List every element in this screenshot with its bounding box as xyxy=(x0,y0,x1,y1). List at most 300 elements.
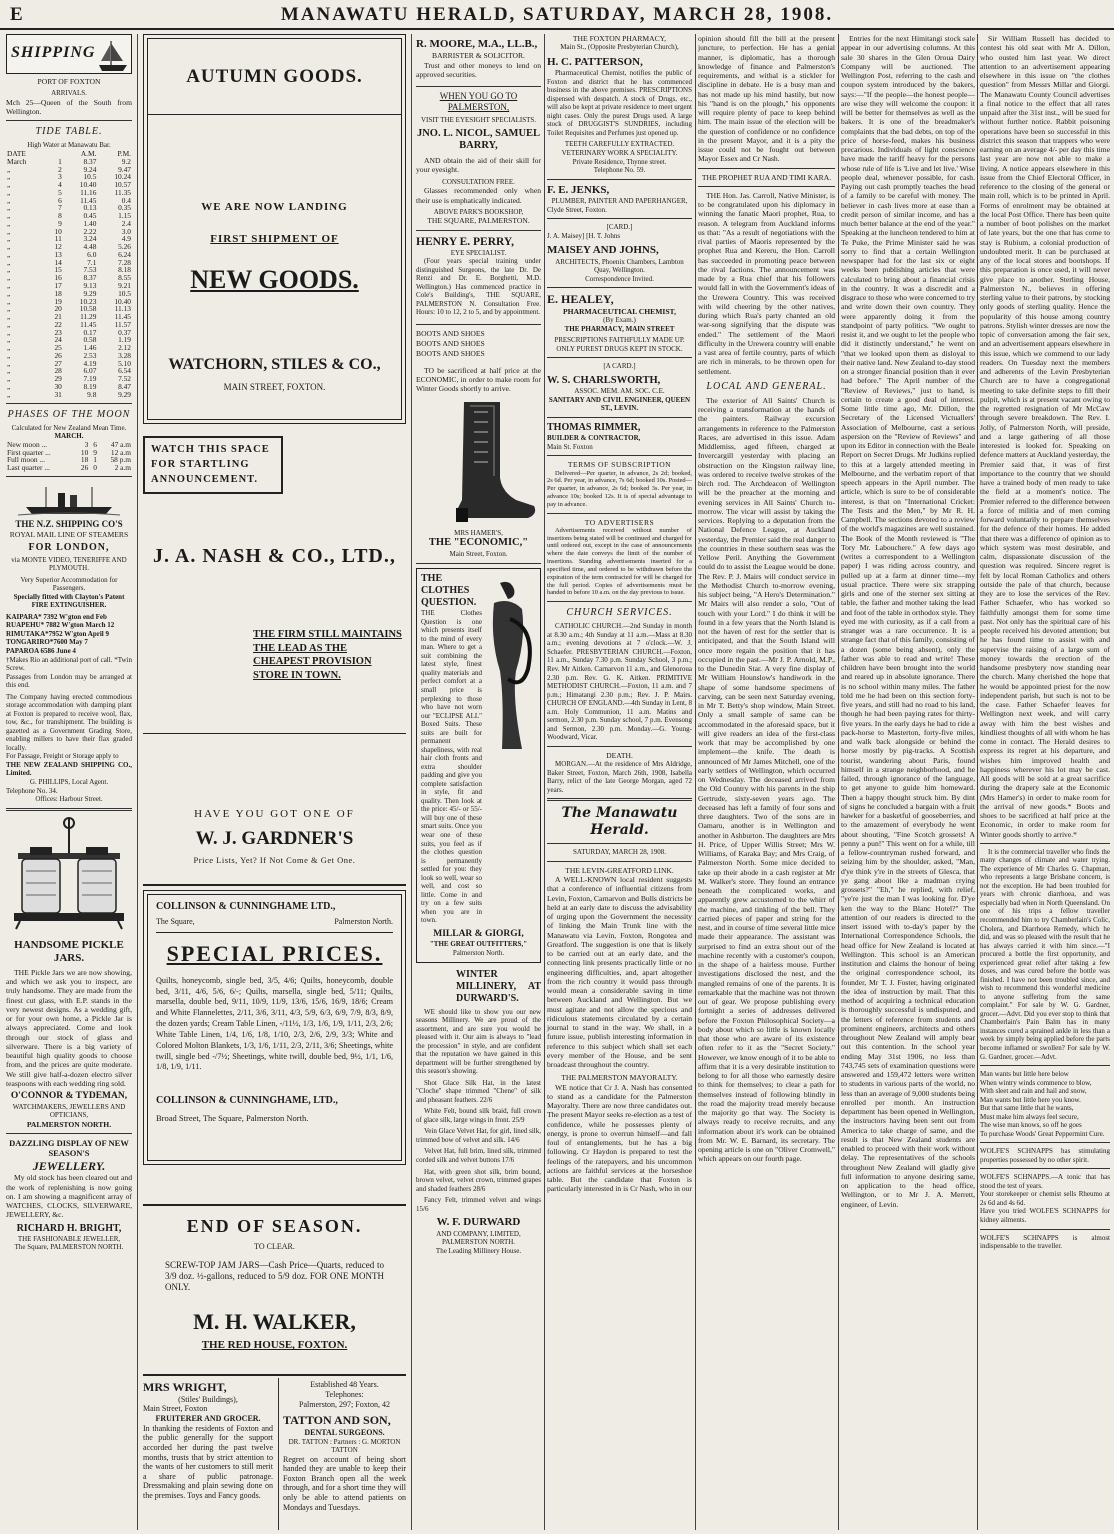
tide-pm: 5.26 xyxy=(118,242,131,252)
masthead xyxy=(0,0,1114,30)
tide-row xyxy=(6,282,132,290)
levin-heading: THE LEVIN-GREATFORD LINK. xyxy=(565,865,674,875)
tide-row xyxy=(6,344,132,352)
tide-am: 8.37 xyxy=(83,156,97,166)
tide-day: 18 xyxy=(54,288,62,298)
economic-address: Main Street, Foxton. xyxy=(449,550,508,559)
tide-am: 11.16 xyxy=(80,187,97,197)
tide-am: 8.19 xyxy=(83,381,97,391)
tide-month: „ xyxy=(7,288,11,298)
column-4 xyxy=(547,34,692,1530)
tide-row xyxy=(6,298,132,306)
charlsworth-name: W. S. CHARLSWORTH, xyxy=(547,374,661,386)
tide-pm: 0.4 xyxy=(121,195,131,205)
pickle-jars-illustration xyxy=(6,815,132,933)
advertisers-body: Advertisements received without number of insertions being stated will be continued and charged for until ordered out, except in the case of announcements where the date conveys the limit of the number of insertions. Standing advertisements inserted for a specified time, and ordered to be withdrawn before the expiration of the term contracted for will be charged for the full period. Copies of advertisements must be handed in before 10 a.m. on the day previous to issue. xyxy=(547,526,692,597)
shipping-heading: SHIPPING xyxy=(11,44,96,61)
wright-sub: (Stiles' Buildings), xyxy=(178,1394,238,1404)
teeth-line: TEETH CAREFULLY EXTRACTED. xyxy=(564,140,675,149)
figure-illustration xyxy=(482,579,538,759)
tide-pm: 11.35 xyxy=(114,187,131,197)
hat-item: Vein Glace Velvet Hat, for girl, lined silk, trimmed bow of velvet and silk. 14/6 xyxy=(416,1127,541,1144)
tide-pm: 3.28 xyxy=(118,350,131,360)
tatton-telephones-label: Telephones: xyxy=(325,1389,364,1399)
advertisers-heading: TO ADVERTISERS xyxy=(584,517,655,527)
wolfe-ad-4: Have you tried WOLFE'S SCHNAPPS for kidney ailments. xyxy=(980,1207,1110,1224)
prescriptions-line: PRESCRIPTIONS FAITHFULLY MADE UP. xyxy=(554,336,685,345)
tide-day: 7 xyxy=(58,203,62,213)
nz-shipping-company: THE NEW ZEALAND SHIPPING CO., Limited. xyxy=(6,760,132,778)
divider xyxy=(980,1229,1110,1230)
moon-minute: 12 a.m xyxy=(110,447,131,457)
card-label: [CARD.] xyxy=(606,223,633,232)
tide-day: 31 xyxy=(54,389,62,399)
hat-item: Fancy Felt, trimmed velvet and wings 15/6 xyxy=(416,1196,541,1213)
moon-minute: 58 p.m xyxy=(110,455,131,465)
tide-am: 6.07 xyxy=(83,366,97,376)
divider xyxy=(547,357,692,358)
divider xyxy=(980,1142,1110,1143)
wolfe-ad-2: WOLFE'S SCHNAPPS.—A tonic that has stood the test of years. xyxy=(980,1173,1110,1190)
tide-table xyxy=(6,150,132,399)
economic-ad xyxy=(416,329,541,564)
moon-phase: New moon ... xyxy=(7,439,48,449)
tide-row xyxy=(6,305,132,313)
port-label: PORT OF FOXTON xyxy=(37,77,101,86)
jenks-name: F. E. JENKS, xyxy=(547,183,610,196)
moon-day: 3 xyxy=(84,439,89,449)
tide-day: 1 xyxy=(58,156,62,166)
tide-pm: 11.57 xyxy=(114,319,131,329)
durward-ad xyxy=(416,969,541,1256)
sacrifice-body: TO be sacrificed at half price at the ECONOMIC, in order to make room for Winter Goods shortly to arrive. xyxy=(416,365,541,394)
autumn-title: AUTUMN GOODS. xyxy=(186,66,363,87)
tide-am: 7.53 xyxy=(83,265,97,275)
moon-minute: 47 a.m xyxy=(110,439,131,449)
tide-pm: 4.9 xyxy=(121,234,131,244)
tide-day: 16 xyxy=(54,273,62,283)
tide-month: „ xyxy=(7,335,11,345)
tatton-trade: DENTAL SURGEONS. xyxy=(304,1427,385,1437)
mayoralty-continued: opinion should fill the bill at the present juncture, to perfection. He has a genial manner, is diplomatic, has a thorough knowledge of finance and Palmerston's requirements, and withal is a stickler for discipline in debate. He is a busy man and has not made up his mind hastily, but now his "hand is on the plough," his opponents will require plenty of pace to keep behind him. The main issue of the election will be the question of confidence or no confidence in the present Mayor, and it is a pity the issue could not be fought out between Mayor Essex and Cr Nash. xyxy=(698,34,835,164)
boot-illustration xyxy=(416,396,541,526)
hat-item: Velvet Hat, full brim, lined silk, trimmed corded silk and velvet buttons 17/6 xyxy=(416,1147,541,1164)
tide-pm: 7.28 xyxy=(118,257,131,267)
tide-day: 24 xyxy=(54,335,62,345)
dazzling-body: My old stock has been cleared out and the work of replenishing is now going on. I am showing a magnificent array of WATCHES, CLOCKS, SILVERWARE, JEWELLERY, &c. xyxy=(6,1173,132,1220)
tide-row xyxy=(6,383,132,391)
column-rule xyxy=(977,34,978,1530)
rimmer-address: Main St. Foxton xyxy=(547,442,593,451)
moon-day: 18 xyxy=(80,455,89,465)
boots-lines xyxy=(416,329,541,360)
moon-month: MARCH. xyxy=(54,432,84,441)
jenks-sub: PLUMBER, PAINTER AND PAPERHANGER, xyxy=(551,196,688,205)
divider xyxy=(547,798,692,801)
tide-am: 0.17 xyxy=(83,327,97,337)
tide-pm: 8.47 xyxy=(118,381,131,391)
first-shipment-line: FIRST SHIPMENT OF xyxy=(210,232,339,245)
tide-month: „ xyxy=(7,296,11,306)
tide-month: „ xyxy=(7,265,11,275)
prophet-heading: THE PROPHET RUA AND TIMI KARA. xyxy=(701,172,832,182)
tide-am: 10.58 xyxy=(79,304,97,314)
tide-month: „ xyxy=(7,203,11,213)
tide-month: „ xyxy=(7,234,11,244)
tide-pm: 5.10 xyxy=(118,358,131,368)
boots-line: BOOTS AND SHOES xyxy=(416,339,485,349)
divider xyxy=(698,186,835,187)
moon-hour: 6 xyxy=(93,439,97,449)
above-bookshop: ABOVE PARK'S BOOKSHOP, xyxy=(433,207,524,216)
pharmacy-address: Main St., (Opposite Presbyterian Church), xyxy=(560,43,679,52)
tide-month: „ xyxy=(7,327,11,337)
walker-name: M. H. WALKER, xyxy=(193,1308,356,1334)
tide-pm: 3.0 xyxy=(121,226,131,236)
nz-shipping-note: †Makes Rio an additional port of call. *Twin Screw. xyxy=(6,655,132,673)
tatton-established: Established 48 Years. xyxy=(310,1380,379,1389)
prophet-body: THE Hon. Jas. Carroll, Native Minister, is to be congratulated upon his diplomacy in winning the fanatic Maori prophet, Rua, to reason. A telegram from Auckland informs us that: "As a result of negotiations with the rival parties of Maoris represented by the prophet Rua and Kereru, the Hon. Carroll has succeeded in promoting peace between the rival factions. The announcement was made by a Rua chief that his followers would fall in with the Government's ideas of the Urewera Country. This was received with wild cheering by the other natives, during which Rua's party chanted an old war-song signifying that the dispute was ended." The settlement of the Maori difficulty in the Urewera country will enable a vast area of fertile country, parts of which are rich in minerals, to be thrown open for settlement. xyxy=(698,190,835,376)
tide-month: „ xyxy=(7,343,11,353)
autumn-goods-ad xyxy=(143,34,406,424)
nz-shipping-office: Offices: Harbour Street. xyxy=(35,795,103,804)
tide-day: 12 xyxy=(54,242,62,252)
divider xyxy=(547,861,692,862)
clothes-body: THE Clothes Question is one which presents itself to the mind of every man. Where to get a suit combining the latest style, finest quality materials and perfect comfort at a small price is perplexing to those who have not worn our "ECLIPSE ALL" Boxed Suits. These suits are built for permanent shapeliness, with real hair cloth fronts and extra shoulder padding and give you complete satisfaction in style, fit and quality. Then look at the price: 45/- or 55/- will buy one of these smart suits. Once you wear one of these suits, you feel as if the clothes question is permanently settled for you: they look so well, wear so well, and cost so little. Come in and try on a few suits when you are in town. xyxy=(421,609,482,925)
tide-day: 9 xyxy=(58,218,62,228)
durward-tag: The Leading Millinery House. xyxy=(435,1246,522,1255)
column-6-body: Entries for the next Himitangi stock sale appear in our advertising columns. At this sale 30 shares in the Glen Oroua Dairy Company will be auctioned. The Wellington Post, referring to the cash and coupon system introduced by the bakers, says:—"If the people—the honest people—are wise they will welcome the coupon: it will be better for themselves as well as the bakers. It is one of the breadmaker's complaints that the bad debts, on top of the price of horse-feed, makes his business precarious. Individuals of light conscience have made the tariff heavy for the persons whose rule of life is 'Live and let live.' Wise people deal, whenever possible, for cash. Paying out cash promptly teaches the head of a family to be careful with money. The believer in cash lives more at ease than a credit person of similar income, and has a much better balance at the end of the year." Speaking at the luncheon tendered to him at Te Puke, the Prime Minister said he was sorry to find that a certain Wellington newspaper had for the last six or eight weeks been publishing articles that were calculated to bring about a financial crisis in the country. It was a discredit and a disgrace to those who were concerned to try and write down their own country. They were apparently doing it from the standpoint of party politics. "We ought to resist it, and we ought to let the people who did it distinctly understand," he went on "that we looked upon them as disloyal to their native land. New Zealand to-day stood on a stronger financial position than it ever had before." The April number of the "Review of Reviews," just to hand, is certain to create a good deal of interest. Some little time ago, Mr. Dillon, the Secretary of the Licensed Victuallers' Association of Melbourne, cast a serious aspersion on the "Review of Reviews" and upon its Editor in connection with the Beale Report on Secret Drugs. Mr Judkins replied to this at a largely attended meeting in Melbourne, and the verbatim report of that speech appears in the April number. The article, which is sure to be of considerable interest, is that on "International Cricket: The Tests and the Men," by Mr R. H. Campbell. The sections devoted to a review of the world's magazines are well sustained. The Book of the Month reviewed is "The Tory Mr. Labouchere." A few days ago (writes a correspondent to a Wellington paper) I was riding across country, and pulled up at a farm at dinner time—my usual practice. There were six strapping girls and one of the sterner sex sitting at table, the father and mother taking the lead and foot of the table in orthodox style. They eyed me with curiosity, as if a call from a stranger was a rare occurrence. It is a strange fact that of this family, consisting of a dozen (some being absent), only the father was able to read and write! These children have been brought into the world and reared up in absolute ignorance. There is no school within many miles. The father told me he had been on this section forty-five years, and still had no road to his land, though he had been paying rates for thirty-five years. In the early days he had to ride a pack-horse to Masterton, forty-five miles, and walk back alongside or behind the horse mostly by pig-tracks. A Scottish tourist, wandering about Paris, found himself in a strange neighborhood, and he failed, through ignorance of the language, to get anyone to guide him homeward. Then a happy thought struck him. By dint of signs he concluded a bargain with a fruit hawker for a basketful of gooseberries, and to the amazement of everybody he went about shouting, "Fine Scotch grossets! A penny a pun!" This went on for a while, till a fellow-countryman rushed forward, and seizing him by the shoulder, asked, "Man, d'ye think y're in the streets of Glesca, that ye gang aboot like a madman crying grossets?" "Eh," he replied, with relief, "ye're just the man I was looking for. D'ye ken the way to the Blanc Hotel?" The attention of our readers is directed to the insert issued with to-day's paper by the International Correspondence Schools, the head office for New Zealand is located at Wellington. This school is an American institution and claims the honour of being the original correspondence school, its founder, Mr T. J. Foster, having originated the idea of instruction by mail. That this method of acquiring a technical education is thoroughly successful is undisputed, and the letters of reference from students and prominent engineers, architects and others throughout New Zealand will amply bear out this contention. In the school year ending May 31st 1906, no less than 743,745 sets of examination questions were answered and 159,472 letters were written to students in various parts of the world, no less than an average of 9,000 students being enrolled per month. An instruction department has been opened in Wellington, the instructors having been sent out from America to take charge of same, and the result is that New Zealand students are enabled to proceed with their work without delay. The representatives of the schools throughout New Zealand will gladly give full information to anyone desiring same, on application to the head office, Wellington, or to Mr J. A. Merrett, engineer, of Levin. xyxy=(841,34,975,1209)
tide-day: 28 xyxy=(54,366,62,376)
clothes-title: THE CLOTHES QUESTION. xyxy=(421,572,477,609)
collinson-name: COLLINSON & CUNNINGHAME LTD., xyxy=(156,901,336,912)
tide-day: 29 xyxy=(54,374,62,384)
divider xyxy=(547,417,692,418)
moon-row xyxy=(6,464,132,472)
tide-day: 8 xyxy=(58,211,62,221)
tide-day: 19 xyxy=(54,296,62,306)
millar-name: MILLAR & GIORGI, xyxy=(433,928,524,939)
tide-day: 26 xyxy=(54,350,62,360)
tide-row xyxy=(6,259,132,267)
wright-address: Main Street, Foxton xyxy=(143,1404,208,1414)
moon-day: 10 xyxy=(80,447,89,457)
durward-name: W. F. DURWARD xyxy=(436,1216,521,1229)
tide-row xyxy=(6,212,132,220)
foxton-pharmacy: THE FOXTON PHARMACY, xyxy=(572,34,667,43)
perry-body: (Four years special training under distinguished Surgeons, the late Dr. De Renzi and Dr. E. Borghetti, M.D. Wellington.) Has commenced practice in Cole's Building's, THE SQUARE, PALMERSTON N. Consultation Free. Hours: 10 to 12, 2 to 5, and by appointment. xyxy=(416,257,541,317)
tide-pm: 10.40 xyxy=(114,296,131,306)
landing-line: WE ARE NOW LANDING xyxy=(201,201,348,214)
moon-hour: 0 xyxy=(93,463,97,473)
mayoralty-body: WE notice that Cr J. A. Nash has consented to stand as a candidate for the Palmerston Mayoralty. There are now three candidates out. The present Mayor seeks re-election as a test of confidence, while he possesses plenty of energy, is prone to overrun himself—and fall foul of entanglements, but he has a big following. Cr Haydon is prepared to test the feelings of the ratepayers, and his uncommon actions are faithful services at the horseshoe table. But the candidate that Foxton is particularly interested in is Cr Nash, who in our xyxy=(547,1082,692,1194)
death-heading: DEATH. xyxy=(606,750,633,760)
mayoralty-heading: THE PALMERSTON MAYORALTY. xyxy=(561,1073,678,1083)
moon-day: 26 xyxy=(80,463,89,473)
divider xyxy=(980,1065,1110,1066)
economic-name: THE "ECONOMIC," xyxy=(428,537,529,549)
vet-line: VETERINARY WORK A SPECIALITY. xyxy=(561,148,678,157)
tide-am: 1.46 xyxy=(83,343,97,353)
tide-pm: 1.19 xyxy=(118,335,131,345)
perry-name: HENRY E. PERRY, xyxy=(416,235,515,248)
wolfe-ad-1: WOLFE'S SCHNAPPS has stimulating properties possessed by no other spirit. xyxy=(980,1147,1110,1164)
tide-row xyxy=(6,360,132,368)
moon-phase: Last quarter ... xyxy=(7,463,50,473)
gardner-sub: Price Lists, Yet? If Not Come & Get One. xyxy=(193,854,356,865)
hat-item: Hat, with green shot silk, brim bound, brown velvet, velvet crown, trimmed grapes and shaded feathers 28/6 xyxy=(416,1167,541,1193)
nicol-body: AND obtain the aid of their skill for your eyesight. xyxy=(416,156,541,175)
healey-address: THE PHARMACY, MAIN STREET xyxy=(564,324,675,333)
column-7-body2: It is the commercial traveller who finds the many changes of climate and water trying. The experience of Mr Charles G. Chapman, who represents a large Brisbane concern, is not the exception. He had been troubled for years with chronic diarrhoea, and was especially bad when in North Queensland. On one of his trips a fellow traveller recommended him to try Chamberlain's Colic, Cholera, and Diarrhoea Remedy, which he did, and was so pleased with the result that he has always carried it with him since.—"I procured a bottle the first opportunity, and experienced great relief after taking a few doses, and was cured before the bottle was finished. I have not been troubled since, and wish to recommend this wonderful medicine to anyone suffering from the same complaint." For sale by W. G. Gardner, grocer.—Advt. Did you ever stop to think that Chamberlain's Pain Balm has in many instances cured a sprained ankle in less than a week by simply being applied before the parts become inflamed or swollen? For sale by W. G. Gardner, grocer.—Advt. xyxy=(980,847,1110,1061)
tide-row xyxy=(6,251,132,259)
nz-shipping-sub1: ROYAL MAIL LINE OF STEAMERS xyxy=(9,530,129,540)
millar-sub: "THE GREAT OUTFITTERS," xyxy=(429,940,528,949)
tide-pm: 10.57 xyxy=(114,180,131,190)
oconnor-sub: WATCHMAKERS, JEWELLERS AND OPTICIANS, xyxy=(12,1102,126,1120)
tide-am: 9.8 xyxy=(87,389,97,399)
divider xyxy=(6,476,132,477)
tide-day: 13 xyxy=(54,249,62,259)
church-heading: CHURCH SERVICES. xyxy=(566,607,673,619)
tide-row xyxy=(6,189,132,197)
divider xyxy=(980,1168,1110,1169)
jewellery-heading: JEWELLERY. xyxy=(32,1158,106,1173)
tide-month: „ xyxy=(7,218,11,228)
end-of-season-ad xyxy=(143,1204,406,1394)
tide-month: „ xyxy=(7,226,11,236)
nz-shipping-agent: G. PHILLIPS, Local Agent. xyxy=(29,777,109,786)
correspondence-invited: Correspondence Invited. xyxy=(585,274,654,283)
death-body: MORGAN.—At the residence of Mrs Aldridge, Baker Street, Foxton, March 26th, 1908, Isabella Barry, relict of the late George Morgan, aged 72 years. xyxy=(547,760,692,794)
tide-row xyxy=(6,173,132,181)
perry-ad xyxy=(416,235,541,325)
tide-row xyxy=(6,220,132,228)
tide-month: „ xyxy=(7,257,11,267)
tide-row xyxy=(6,313,132,321)
tide-month: „ xyxy=(7,172,11,182)
tide-am: 10.40 xyxy=(79,180,97,190)
wright-body: In thanking the residents of Foxton and the public generally for the support accorded her during the past twelve months, trusts that by strict attention to the wants of her customers to still merit a share of public patronage. Dressmaking and plain sewing done on the premises. Toys and Fancy goods. xyxy=(143,1423,273,1501)
card2-label: [A CARD.] xyxy=(603,362,636,371)
tide-pm: 2.12 xyxy=(118,343,131,353)
to-clear-label: TO CLEAR. xyxy=(254,1241,295,1251)
divider xyxy=(547,218,692,219)
divider xyxy=(6,808,132,811)
tide-row xyxy=(6,336,132,344)
tide-pm: 10.24 xyxy=(114,172,131,182)
column-7-body: Sir William Russell has decided to contest his old seat with Mr A. Dillon, who ousted him last year. We direct attention to an advertisement appearing elsewhere in this issue on "the clothes question" from Messrs Millar and Giorgi. The Manawatu County Council advertises a final notice to the effect that all rates unpaid after the 31st inst., will be sued for without further notice. Rabbit poisoning operations have been so successful in this district this season that trappers who were earning on an average 4/- per day this time last year are now not able to make a living. A notice appears elsewhere in this issue from the Chief Electoral Officer, in reference to the closing of the general or main roll, which is to be printed in April. Forms of enrolment may be obtained at the local Post Office. There has been quite a number of boot polishes on the market of late years, but the one that has come to stay is Rubium, a colonial production of undoubted merit. It can be purchased at any of the local stores and bootshops. If this preparation is once used, it will never give place to another. Sterling House, Palmerston N., believes in offering sterling value to their patrons, by stocking only goods of sterling quality. Hence the popularity of this house among country patrons. Stylish winter dresses are now the topic of conversation among the fair sex, and an advertisement appears elsewhere in this issue, which we commend to our lady readers. On Tuesday next the members and adherents of the Levin Presbyterian Church are to have a congregational meeting to take definite steps to fill their pulpit, which is at present vacant owing to the regretted resignation of Mr McCaw through severe breakdown. The Rev. I. Jolly, of Palmerston North, will preside, and a large gathering of all those interested is looked for. Speaking on defence matters at Auckland yesterday, the Premier said that, it was of first importance to the country that we should have a trained body of men ready to take the field at a moment's notice. The Premier referred to the difference between a force of militia and of men coming forward voluntarily to prepare themselves for the defence of their homes. He added that there was a difference of opinion as to which system was most desirable, and calm, dispassionate discussion of the question was required. Sincere regret is felt by local Roman Catholics and others outside the pale of that church, because they are to lose the services of the Rev. Father Schaefer, who has worked so faithfully amongst them for some time past. Not only has the spiritual care of his people received his devoted attention; but he has found time to assist with and supervise the raising of a large sum of money towards the erection of the handsome presbytery now standing near the church. Many cherished the hope that he would be appointed priest for the now independent parish, but such is not to be the case. Father Schaefer leaves for Wellington next week, and will carry away with him the best wishes and kindliest thoughts of all with whom he has come in contact. The Herald desires to express its regret at his departure, and wishes him improved health and happiness wherever his lot may be cast. All goods will be sold at a great sacrifice during the drapery sale at the Economic (Mrs Hamer's) in order to make room for the arrival of new goods.* Boots and shoes to be sacrificed at half price at the Economic, in order to make room for Winter goods shortly to arrive.* xyxy=(980,34,1110,839)
wright-ad xyxy=(143,1380,273,1501)
column-3 xyxy=(416,34,541,1530)
tide-pm: 8.18 xyxy=(118,265,131,275)
tide-month: „ xyxy=(7,180,11,190)
oconnor-place: PALMERSTON NORTH. xyxy=(26,1119,112,1129)
tide-pm: 6.24 xyxy=(118,249,131,259)
local-general-body: The exterior of All Saints' Church is receiving a transformation at the hands of the painters. Railway excursion arrangements in reference to the Palmerston Races, are advertised in this issue. Adam Middlemiss, aged fifteen, charged at Invercargill yesterday with placing an obstruction on the Kingston railway line, was ordered to receive twelve strokes of the birch rod. The Archdeacon of Wellington will be the preacher at the morning and evening services in All Saints' Church to-morrow. The vicar will assist by taking the services. Replying to a deputation from the National Defence League, at Auckland yesterday, the Premier said the real danger to the countries in these southern seas was the Yellow Peril. Anything the Government could do to assist the League would be done. The Rev. P. J. Mairs will conduct service in the Methodist Church to-morrow evening, his subject being, "A Hero's Determination." Mr Mairs will also render a solo, "Out of touch with your Lord." I do think it will be found in a few years that the North Island is not the haven of rest for the settler that is anticipated, and that the South Island will once more regain the position that it has occupied in the past.—Mr J. P. Arnold, M.P., to the Dunedin Star. A very fine display of Mr William Hounslow's handiwork in the shape of some handsome specimens of carving, can be seen next Saturday evening, in Mr T. Betty's shop window, Main Street. Only a small sample of same can be accommodated in the aforesaid space, but it will give readers an idea of the first-class work that may be accomplished by one implement—the knife. The death is announced of Mr James Mitchell, one of the early settlers of Wellington, which occurred on Wednesday. The deceased arrived from the Old Country with his parents in the ship Gertrude, sixty-seven years ago. The deceased has left a family of four sons and three daughters. Two of the sons are in Oamaru, another is in Wellington and another in Ashburton. The daughters are Mrs H. Price, of Upper Willis Street; Mrs W. Williams, of Karaka Bay; and Mrs Craig, of Palmerston North. Some mice decided to take up their abode in a cash register at Mr M. Walker's store. They found an entrance beneath the complicated works, and apparently grew accustomed to the whirr of the machine, and tinkling of the bell. They carried pieces of paper and string for the nest, and in course of time several little mice made their appearance. The assistant was surprised to find an extra shout out of the machine recently with a customer's coupon, in the shape of a hairless mouse. Further investigations disclosed the nest, and the mangled remains of one of the parents. It is remarkable that the machine was not thrown out of gear. We propose publishing every fortnight a series of addresses delivered before the Foxton Philosophical Society—a body about which so little is known locally that those who are aware of its existence often refer to it as the "Secret Society." However, we know enough of it to be able to affirm that it is a very desirable institution to belong to for all those who earnestly desire to think for themselves; to clear a path for themselves instead of following blindly in the road the majority tread merely because the majority go that way. The Society is always ready to receive recruits, and any information about it's work can be obtained from Mr. W. E. Barnard, its secretary. The opening article is one on "Oliver Cromwell," which appears on our fourth page. xyxy=(698,395,835,1164)
masthead-title: MANAWATU HERALD, SATURDAY, MARCH 28, 1908. xyxy=(280,4,834,25)
tide-month: „ xyxy=(7,350,11,360)
tatton-partners: DR. TATTON : Partners : G. MORTON TATTON xyxy=(288,1437,401,1455)
tatton-name: TATTON AND SON, xyxy=(283,1413,391,1428)
tide-pm: 7.52 xyxy=(118,374,131,384)
new-goods-heading: NEW GOODS. xyxy=(190,264,359,294)
edge-letter: E xyxy=(10,4,25,25)
jenks-address: Clyde Street, Foxton. xyxy=(547,205,607,214)
column-7 xyxy=(980,34,1110,1530)
tide-header-date: DATE xyxy=(7,149,26,158)
pickle-title: HANDSOME PICKLE JARS. xyxy=(14,939,124,965)
tide-row xyxy=(6,235,132,243)
tide-month: „ xyxy=(7,211,11,221)
winter-body: WE should like to show you our new seasons Millinery. We are proud of the assortment, and are sure you would be pleased with it. Our aim is always to "lead the procession" in style, and are confident that the reputation we have gained in this department will be further strengthened by this season's showing. xyxy=(416,1007,541,1076)
tide-month: „ xyxy=(7,358,11,368)
tide-am: 10.23 xyxy=(79,296,97,306)
divider xyxy=(547,513,692,514)
tide-day: 23 xyxy=(54,327,62,337)
divider xyxy=(547,601,692,602)
watchorn-address: MAIN STREET, FOXTON. xyxy=(223,382,326,393)
tide-month: „ xyxy=(7,389,11,399)
tide-day: 20 xyxy=(54,304,62,314)
tide-am: 0.58 xyxy=(83,335,97,345)
tide-am: 7.19 xyxy=(83,374,97,384)
charlsworth-trade: SANITARY AND CIVIL ENGINEER, QUEEN ST., LEVIN. xyxy=(548,395,691,413)
moon-minute: 2 a.m xyxy=(114,463,131,473)
column-rule xyxy=(411,34,412,1530)
watchorn-name: WATCHORN, STILES & CO., xyxy=(168,355,381,373)
tide-day: 27 xyxy=(54,358,62,368)
nz-shipping-body3: Passages from London may be arranged at this end. xyxy=(6,672,132,690)
tide-am: 1.40 xyxy=(83,218,97,228)
arrivals-label: ARRIVALS. xyxy=(51,89,87,98)
tide-am: 9.24 xyxy=(83,164,97,174)
nz-shipping-tel: Telephone No. 34. xyxy=(6,786,58,795)
tide-pm: 11.45 xyxy=(114,312,131,322)
tide-am: 7.1 xyxy=(87,257,97,267)
patterson-body: Pharmaceutical Chemist, notifies the public of Foxton and district that he has commenced business in the above premises. PRESCRIPTIONS dispensed with despatch. A stock of Drugs, etc., will also be kept at private residence to meet urgent night cases. Only the purest Drugs used. A large stock of DRUGGIST'S SUNDRIES, including Toilet Requisites and Perfumes just opened up. xyxy=(547,69,692,137)
tide-row xyxy=(6,181,132,189)
nz-shipping-title: THE N.Z. SHIPPING CO'S xyxy=(15,519,123,530)
nz-shipping-sub3: via MONTE VIDEO, TENERIFFE AND PLYMOUTH. xyxy=(11,555,127,573)
tide-am: 10.5 xyxy=(83,172,97,182)
moon-phase: Full moon ... xyxy=(7,455,45,465)
moon-subtitle: Calculated for New Zealand Mean Time. xyxy=(11,423,127,432)
divider xyxy=(547,746,692,747)
jam-jars-body: SCREW-TOP JAM JARS—Cash Price—Quarts, reduced to 3/9 doz. ½-gallons, reduced to 5/9 doz. FOR ONE MONTH ONLY. xyxy=(165,1259,384,1292)
tide-title: TIDE TABLE. xyxy=(35,126,103,138)
private-residence: Private Residence, Thynne street. xyxy=(572,157,667,166)
telephone-59: Telephone No. 59. xyxy=(593,166,646,175)
tide-am: 11.45 xyxy=(80,319,97,329)
peppermint-poem: Man wants but little here below When wintry winds commence to blow, With sleet and rain and hail and snow, Man wants but little here you know. But that same little that he wants, Must make him always feel secure, The wise man knows, so off he goes To purchase Woods' Great Peppermint Cure. xyxy=(980,1070,1105,1138)
visit-specialists: VISIT THE EYESIGHT SPECIALISTS. xyxy=(420,116,537,125)
moore-body: Trust and other moneys to lend on approved securities. xyxy=(416,60,541,79)
perry-sub: EYE SPECIALIST. xyxy=(450,248,507,257)
watch-space-ad: WATCH THIS SPACE FOR STARTLING ANNOUNCEMENT. xyxy=(143,436,283,494)
tide-row xyxy=(6,228,132,236)
tide-day: 5 xyxy=(58,187,62,197)
tide-am: 0.45 xyxy=(83,211,97,221)
rimmer-sub: BUILDER & CONTRACTOR, xyxy=(547,434,641,443)
tide-day: 4 xyxy=(58,180,62,190)
moon-hour: 9 xyxy=(93,447,97,457)
boots-line: BOOTS AND SHOES xyxy=(416,349,485,359)
tide-day: 25 xyxy=(54,343,62,353)
tide-month: „ xyxy=(7,249,11,259)
tide-am: 4.19 xyxy=(83,358,97,368)
tide-subtitle: High Water at Manawatu Bar. xyxy=(27,141,111,150)
tide-pm: 11.13 xyxy=(114,304,131,314)
tide-pm: 8.55 xyxy=(118,273,131,283)
tide-month: „ xyxy=(7,319,11,329)
gardner-name: W. J. GARDNER'S xyxy=(195,828,354,850)
wolfe-ad-3: Your storekeeper or chemist sells Rheumo at 2s 6d and 4s 6d. xyxy=(980,1190,1110,1207)
hat-item: Shot Glace Silk Hat, in the latest "Cloche" shape trimmed "Chene" of silk and pheasant feathers. 22/6 xyxy=(416,1078,541,1104)
tide-month: „ xyxy=(7,312,11,322)
tide-day: 3 xyxy=(58,172,62,182)
tide-day: 14 xyxy=(54,257,62,267)
shipping-logo xyxy=(6,34,132,74)
nash-title: J. A. NASH & CO., LTD., xyxy=(153,545,396,567)
winter-heading: WINTER MILLINERY, AT DURWARD'S. xyxy=(456,968,541,1004)
tide-row xyxy=(6,321,132,329)
tide-row xyxy=(6,197,132,205)
bright-place: The Square, PALMERSTON NORTH. xyxy=(14,1243,124,1252)
tide-month: March xyxy=(7,156,27,166)
tide-pm: 6.54 xyxy=(118,366,131,376)
column-rule xyxy=(695,34,696,1530)
tide-am: 6.0 xyxy=(87,249,97,259)
tide-month: „ xyxy=(7,366,11,376)
tide-pm: 1.15 xyxy=(118,211,131,221)
collinson-address xyxy=(156,917,393,927)
walker-address: THE RED HOUSE, FOXTON. xyxy=(201,1339,348,1352)
tide-am: 0.13 xyxy=(83,203,97,213)
maisey-partners: J. A. Maisey] [H. T. Johns xyxy=(547,231,621,240)
moon-hour: 1 xyxy=(93,455,97,465)
patterson-name: H. C. PATTERSON, xyxy=(547,55,643,68)
tide-day: 6 xyxy=(58,195,62,205)
terms-body: Delivered—Per quarter, in advance, 2s 2d; booked, 2s 6d. Per year, in advance, 7s 6d; booked 10s. Posted—Per quarter, in advance, 2s 6d; booked 3s. Per year, in advance 10s; booked 12s. It is of special advantage to pay in advance. xyxy=(547,469,692,508)
moore-sub: BARRISTER & SOLICITOR. xyxy=(432,51,525,61)
tide-row xyxy=(6,391,132,399)
tide-month: „ xyxy=(7,195,11,205)
divider xyxy=(980,843,1110,844)
boots-line: BOOTS AND SHOES xyxy=(416,328,485,338)
tide-am: 8.37 xyxy=(83,273,97,283)
levin-body: A WELL-KNOWN local resident suggests that a conference of influential citizens from Levin, Foxton, Carnarvon and Bulls districts be held at an early date to discuss the advisability of urging upon the Government the necessity of linking the Main Trunk line with the Manawatu via Levin, Foxton, Rongotea and Greatford. The suggestion is one that is likely to be carried out at an early date, and the connecting link presents practically little or no engineering difficulties, and, apart altogether from the rich country it would pass through would mean a considerable saving in time between Auckland and Wellington. But we must agitate and not allow the specious and ridiculous statements circulated by a certain journal to stand in the way. We shall, in a future issue, publish interesting information in reference to this subject which shall set each every member of the House, and be sent broadcast throughout the country. xyxy=(547,875,692,1070)
column-6 xyxy=(841,34,975,1530)
glasses-body: Glasses recommended only when their use is emphatically indicated. xyxy=(416,186,541,205)
tide-day: 2 xyxy=(58,164,62,174)
column-rule xyxy=(838,34,839,1530)
healey-reg: (By Exam.) xyxy=(603,315,636,324)
tide-row xyxy=(6,274,132,282)
tide-day: 30 xyxy=(54,381,62,391)
divider xyxy=(547,179,692,180)
tide-pm: 0.37 xyxy=(118,327,131,337)
tide-month: „ xyxy=(7,304,11,314)
tide-pm: 0.35 xyxy=(118,203,131,213)
moon-phase: First quarter ... xyxy=(7,447,51,457)
bright-name: RICHARD H. BRIGHT, xyxy=(16,1222,122,1234)
divider xyxy=(6,1133,132,1134)
tide-row xyxy=(6,166,132,174)
arrival-entry: Mch 25—Queen of the South from Wellington. xyxy=(6,97,132,117)
purest-line: ONLY PUREST DRUGS KEPT IN STOCK. xyxy=(556,344,683,353)
moore-name: R. MOORE, M.A., LL.B., xyxy=(416,38,538,50)
